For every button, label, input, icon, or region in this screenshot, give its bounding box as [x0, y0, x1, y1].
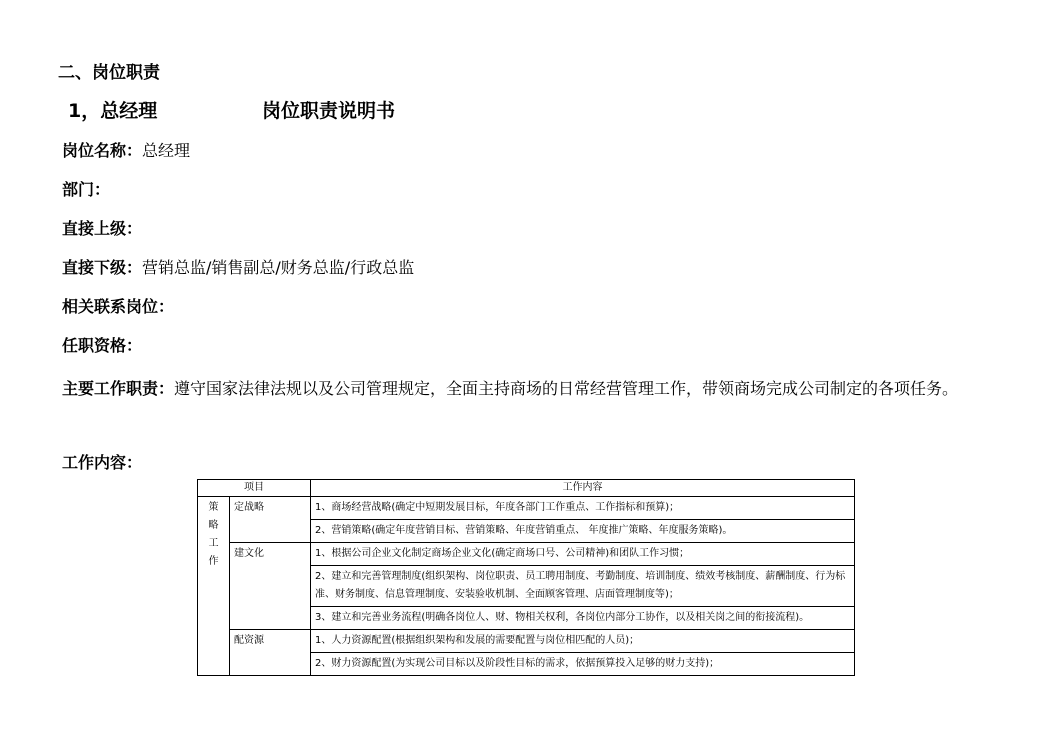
- field-related: [62, 294, 174, 317]
- content-cell: 1、人力资源配置(根据组织架构和发展的需要配置与岗位相匹配的人员)；: [311, 630, 855, 653]
- field-label: 部门：: [62, 180, 111, 199]
- field-label: 主要工作职责：: [62, 379, 175, 398]
- table-row: [198, 543, 855, 566]
- content-cell: 2、建立和完善管理制度(组织架构、岗位职责、员工聘用制度、考勤制度、培训制度、绩效考核制度、薪酬制度、行为标准、财务制度、信息管理制度、安装验收机制、全面顾客管理、店面管理制度等)；: [311, 566, 855, 607]
- category-char: 作: [208, 556, 219, 567]
- field-qualification: [62, 333, 142, 356]
- category-char: 工: [208, 538, 219, 549]
- field-value: 总经理: [142, 141, 191, 160]
- subcategory-cell: 配资源: [230, 630, 311, 676]
- subcategory-cell: 建文化: [230, 543, 311, 630]
- content-cell: 3、建立和完善业务流程(明确各岗位人、财、物相关权利，各岗位内部分工协作，以及相关岗之间的衔接流程)。: [311, 607, 855, 630]
- field-work-content: [62, 450, 142, 473]
- content-cell: 1、根据公司企业文化制定商场企业文化(确定商场口号、公司精神)和团队工作习惯；: [311, 543, 855, 566]
- table-header-row: [198, 480, 855, 497]
- table-row: [198, 497, 855, 520]
- content-cell: 1、商场经营战略(确定中短期发展目标，年度各部门工作重点、工作指标和预算)；: [311, 497, 855, 520]
- header-item: 项目: [198, 480, 311, 497]
- table-row: [198, 630, 855, 653]
- field-position-name: [62, 138, 190, 161]
- field-label: 相关联系岗位：: [62, 297, 175, 316]
- field-subordinate: [62, 255, 414, 278]
- field-label: 岗位名称：: [62, 141, 143, 160]
- field-main-duty: [62, 370, 1002, 408]
- category-char: 策: [208, 502, 219, 513]
- field-value: 遵守国家法律法规以及公司管理规定，全面主持商场的日常经营管理工作，带领商场完成公司制定的各项任务。: [174, 379, 959, 398]
- subcategory-cell: 定战略: [230, 497, 311, 543]
- category-char: 略: [208, 520, 219, 531]
- field-label: 工作内容：: [62, 453, 143, 472]
- category-cell: [198, 497, 230, 676]
- content-cell: 2、营销策略(确定年度营销目标、营销策略、年度营销重点、 年度推广策略、年度服务策略)。: [311, 520, 855, 543]
- content-cell: 2、财力资源配置(为实现公司目标以及阶段性目标的需求，依据预算投入足够的财力支持)；: [311, 653, 855, 676]
- header-content: 工作内容: [311, 480, 855, 497]
- field-superior: [62, 216, 142, 239]
- field-label: 直接上级：: [62, 219, 143, 238]
- field-department: [62, 177, 110, 200]
- doc-heading: 岗位职责说明书: [262, 100, 396, 122]
- field-value: 营销总监/销售副总/财务总监/行政总监: [142, 258, 415, 277]
- section-title: 二、岗位职责: [58, 63, 160, 83]
- work-content-table: [197, 479, 855, 676]
- position-heading: 1，总经理: [68, 100, 158, 122]
- field-label: 任职资格：: [62, 336, 143, 355]
- field-label: 直接下级：: [62, 258, 143, 277]
